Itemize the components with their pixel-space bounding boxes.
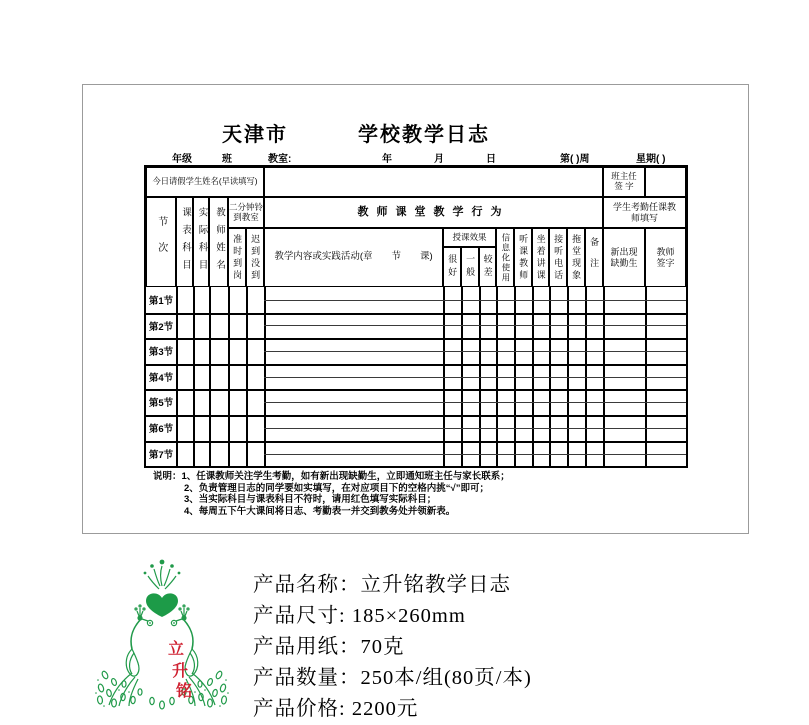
peacock-ornament [95, 560, 229, 709]
grid-midline [264, 325, 686, 326]
meta-class: 班 [222, 154, 232, 165]
note-line-2: 2、负责管理日志的同学要如实填写，在对应项目下的空格内挑“√”即可； [184, 482, 489, 494]
col-header-sitting-lecture: 坐着讲课 [532, 228, 549, 287]
col-header-effect-poor: 较差 [479, 247, 496, 287]
meta-weekday: 星期( ) [636, 154, 666, 165]
grid-midline [264, 377, 686, 378]
meta-year: 年 [382, 154, 392, 165]
product-price-line: 产品价格: 2200元 [253, 698, 419, 720]
col-header-on-time: 准时到岗 [228, 228, 246, 287]
grid-line [146, 389, 686, 391]
col-header-new-absent: 新出现缺勤生 [603, 228, 645, 287]
header-teacher-behavior: 教师课堂教学行为 [264, 197, 603, 228]
grid-midline [264, 402, 686, 403]
col-header-teacher-name: 教师姓名 [209, 197, 228, 287]
heart-icon [146, 593, 178, 617]
row-label-period-6: 第6节 [148, 424, 174, 435]
meta-day: 日 [486, 154, 496, 165]
grid-midline [264, 300, 686, 301]
grid-line [146, 415, 686, 417]
note-line-3: 3、当实际科目与课表科目不符时，请用红色填写实际科目； [184, 494, 437, 505]
grid-midline [264, 428, 686, 429]
col-header-it-use: 信息化使用 [496, 228, 514, 287]
col-header-actual-subject: 实际科目 [193, 197, 209, 287]
meta-week: 第( )周 [560, 154, 590, 165]
col-header-teacher-sign: 教师签字 [645, 228, 686, 287]
col-header-effect-good: 很好 [443, 247, 461, 287]
col-header-session: 节次 [146, 197, 176, 287]
product-spec-block [253, 570, 773, 725]
grid-midline [264, 454, 686, 455]
leave-row-label: 今日请假学生姓名(早读填写) [146, 167, 264, 197]
peacock-left [95, 605, 148, 707]
col-header-late-absent: 迟到没到 [246, 228, 264, 287]
svg-text:升: 升 [172, 663, 189, 680]
col-header-phone-answering: 接听电话 [549, 228, 567, 287]
col-header-effect-average: 一般 [461, 247, 479, 287]
product-quantity-line: 产品数量：250本/组(80页/本) [253, 667, 532, 689]
leave-row-input-cell [264, 167, 603, 197]
col-header-content: 教学内容或实践活动(章 节 课) [264, 228, 443, 287]
col-header-remark: 备注 [585, 228, 603, 287]
form-table [144, 165, 688, 468]
row-label-period-3: 第3节 [148, 347, 174, 358]
product-name-line: 产品名称：立升铭教学日志 [253, 574, 511, 596]
row-label-period-1: 第1节 [148, 296, 174, 307]
grid-line [146, 441, 686, 443]
meta-grade: 年级 [172, 154, 192, 165]
head-teacher-sign-cell [645, 167, 686, 197]
col-header-schedule-subject: 课表科目 [176, 197, 193, 287]
col-header-two-min-bell: 二分钟铃到教室 [228, 197, 264, 228]
svg-text:铭: 铭 [176, 683, 193, 700]
note-line-1: 说明：1、任课教师关注学生考勤，如有新出现缺勤生，立即通知班主任与家长联系； [153, 471, 510, 482]
product-paper-line: 产品用纸：70克 [253, 636, 405, 658]
row-label-period-4: 第4节 [148, 372, 174, 384]
grid-line [146, 364, 686, 366]
grid-line [146, 338, 686, 340]
brand-name-vertical [168, 639, 192, 700]
header-effect: 授课效果 [443, 228, 496, 247]
lishengming-peacock-logo [92, 556, 238, 706]
col-header-observer: 听课教师 [514, 228, 532, 287]
form-notes [153, 471, 698, 517]
grid-midline [264, 351, 686, 352]
note-line-4: 4、每周五下午大课间将日志、考勤表一并交到教务处并领新表。 [184, 505, 456, 517]
form-title-city: 天津市 [222, 124, 288, 146]
row-label-period-7: 第7节 [148, 449, 174, 461]
product-size-line: 产品尺寸: 185×260mm [253, 605, 466, 627]
grid-line [146, 313, 686, 315]
meta-classroom: 教室: [268, 154, 292, 165]
svg-text:立: 立 [168, 641, 185, 658]
head-teacher-sign-label: 班主任 签 字 [603, 167, 645, 197]
row-label-period-2: 第2节 [148, 321, 174, 333]
form-title-main: 学校教学日志 [358, 124, 490, 146]
header-attendance: 学生考勤任课教师填写 [603, 197, 686, 228]
row-label-period-5: 第5节 [148, 398, 174, 409]
col-header-class-overtime: 拖堂现象 [567, 228, 585, 287]
meta-month: 月 [434, 154, 444, 165]
